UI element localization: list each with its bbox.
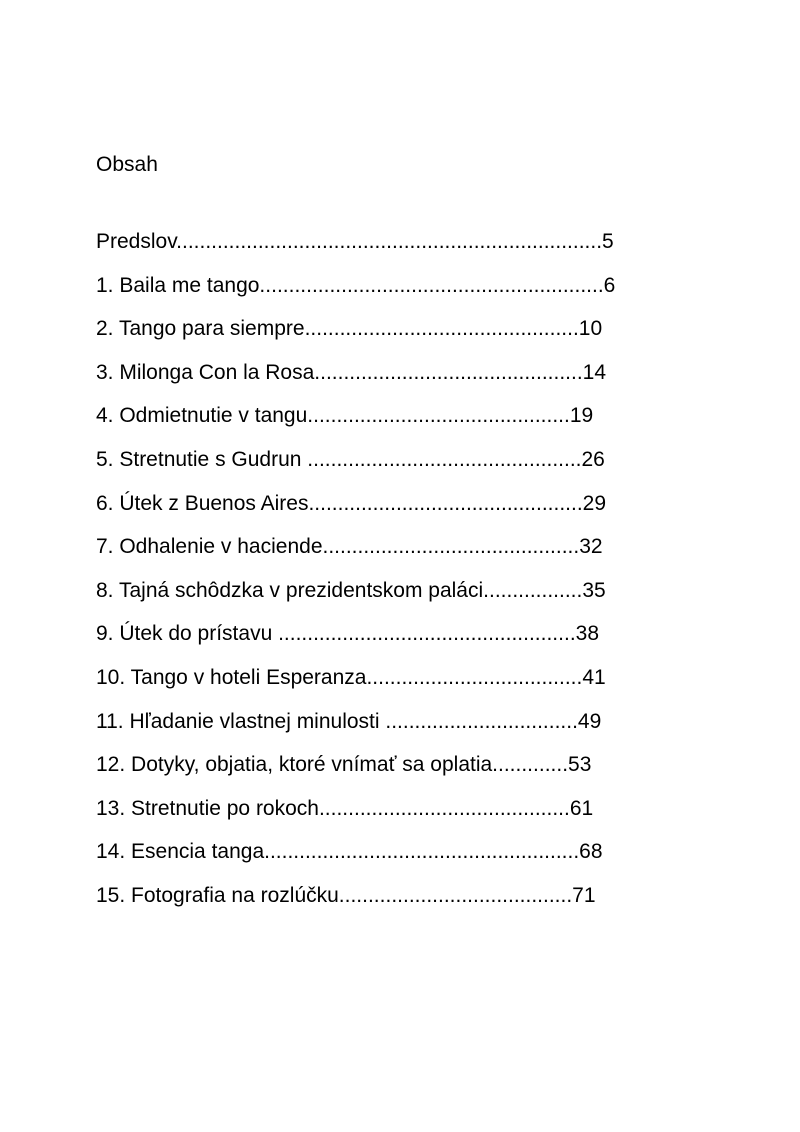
toc-entry-chapter-8: 8. Tajná schôdzka v prezidentskom paláci.................35: [96, 578, 606, 602]
toc-entry-chapter-12: 12. Dotyky, objatia, ktoré vnímať sa oplatia.............53: [96, 753, 592, 777]
toc-entry-chapter-14: 14. Esencia tanga......................................................68: [96, 840, 603, 864]
toc-entry-chapter-4: 4. Odmietnutie v tangu.............................................19: [96, 404, 594, 428]
toc-entry-chapter-11: 11. Hľadanie vlastnej minulosti .................................49: [96, 709, 602, 733]
toc-entry-chapter-2: 2. Tango para siempre...............................................10: [96, 317, 603, 341]
toc-entry-chapter-9: 9. Útek do prístavu ...................................................38: [96, 622, 600, 646]
toc-entry-chapter-3: 3. Milonga Con la Rosa..............................................14: [96, 360, 607, 384]
toc-entry-chapter-6: 6. Útek z Buenos Aires...............................................29: [96, 491, 607, 515]
toc-list: [96, 228, 615, 926]
toc-entry-chapter-7: 7. Odhalenie v haciende............................................32: [96, 535, 603, 559]
toc-entry-preface: Predslov.........................................................................5: [96, 230, 614, 253]
toc-entry-chapter-10: 10. Tango v hoteli Esperanza.....................................41: [96, 665, 606, 689]
toc-entry-chapter-5: 5. Stretnutie s Gudrun ...............................................26: [96, 447, 605, 471]
toc-heading: Obsah: [96, 153, 158, 176]
toc-entry-chapter-15: 15. Fotografia na rozlúčku........................................71: [96, 883, 596, 907]
toc-entry-chapter-1: 1. Baila me tango...........................................................6: [96, 273, 616, 297]
toc-entry-chapter-13: 13. Stretnutie po rokoch...........................................61: [96, 796, 594, 820]
